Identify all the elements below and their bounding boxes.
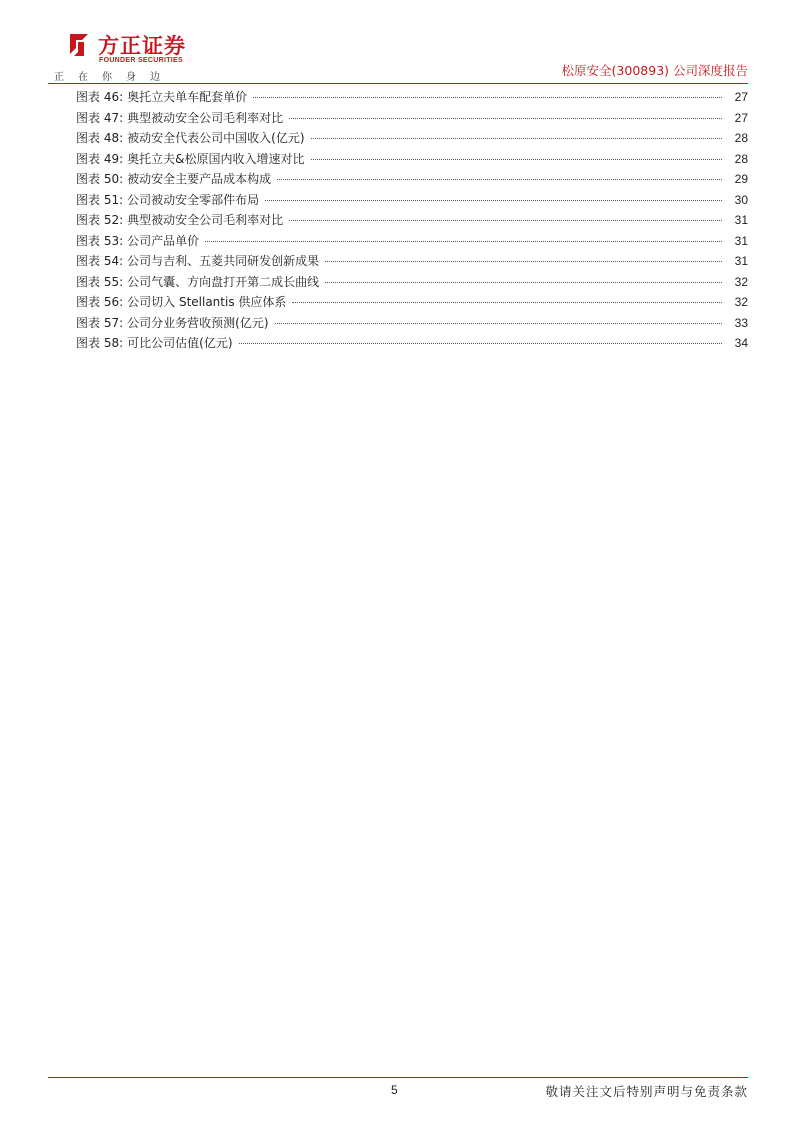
toc-entry-page: 28: [734, 131, 748, 145]
toc-entry-title: 可比公司估值(亿元): [127, 336, 233, 350]
toc-entry-page: 27: [734, 110, 748, 125]
toc-dot-leader: [292, 302, 722, 303]
toc-entry[interactable]: [76, 293, 748, 314]
toc-entry-title: 公司与吉利、五菱共同研发创新成果: [127, 254, 320, 268]
toc-entry-label: 图表 49:: [76, 151, 124, 166]
header-divider: [48, 83, 748, 84]
logo-english-name: FOUNDER SECURITIES: [99, 57, 183, 64]
toc-entry-page: 34: [734, 336, 748, 350]
report-title: 松原安全(300893) 公司深度报告: [561, 63, 748, 78]
toc-entry[interactable]: [76, 334, 748, 355]
toc-entry[interactable]: [76, 150, 748, 171]
toc-entry[interactable]: [76, 109, 748, 130]
toc-entry-page: 31: [734, 233, 748, 248]
toc-entry-title: 典型被动安全公司毛利率对比: [127, 110, 284, 125]
toc-entry-label: 图表 52:: [76, 213, 124, 227]
disclaimer-text: 敬请关注文后特别声明与免责条款: [545, 1084, 748, 1099]
toc-entry-page: 31: [734, 213, 748, 227]
toc-dot-leader: [289, 118, 722, 119]
toc-dot-leader: [311, 159, 723, 160]
toc-entry-title: 公司分业务营收预测(亿元): [127, 315, 269, 330]
toc-entry-title: 公司切入 Stellantis 供应体系: [127, 295, 287, 309]
toc-entry-title: 奥托立夫&松原国内收入增速对比: [127, 151, 305, 166]
toc-dot-leader: [239, 343, 722, 344]
toc-entry[interactable]: [76, 191, 748, 212]
toc-entry-label: 图表 47:: [76, 110, 124, 125]
toc-entry-title: 典型被动安全公司毛利率对比: [127, 213, 284, 227]
toc-entry-label: 图表 48:: [76, 131, 124, 145]
toc-entry-label: 图表 58:: [76, 336, 124, 350]
figure-table-of-contents: [76, 88, 748, 355]
toc-entry-page: 32: [734, 295, 748, 309]
toc-entry-title: 被动安全主要产品成本构成: [127, 172, 272, 186]
toc-entry[interactable]: [76, 211, 748, 232]
toc-entry[interactable]: [76, 252, 748, 273]
toc-entry[interactable]: [76, 88, 748, 109]
toc-entry-label: 图表 55:: [76, 274, 124, 289]
toc-entry-title: 奥托立夫单车配套单价: [127, 90, 248, 104]
toc-entry-page: 27: [734, 90, 748, 104]
toc-entry-label: 图表 51:: [76, 192, 124, 207]
toc-entry[interactable]: [76, 232, 748, 253]
toc-entry[interactable]: [76, 129, 748, 150]
toc-entry-page: 31: [734, 254, 748, 268]
toc-entry-label: 图表 50:: [76, 172, 124, 186]
toc-entry-title: 被动安全代表公司中国收入(亿元): [127, 131, 305, 145]
toc-entry-page: 28: [734, 151, 748, 166]
toc-entry-label: 图表 54:: [76, 254, 124, 268]
toc-entry-label: 图表 56:: [76, 295, 124, 309]
toc-dot-leader: [275, 323, 722, 324]
toc-entry-page: 33: [734, 315, 748, 330]
toc-entry[interactable]: [76, 314, 748, 335]
toc-dot-leader: [289, 220, 722, 221]
page-header: [48, 28, 748, 84]
toc-entry-title: 公司产品单价: [127, 233, 200, 248]
toc-entry-label: 图表 46:: [76, 90, 124, 104]
footer-divider: [48, 1077, 748, 1078]
toc-entry[interactable]: [76, 273, 748, 294]
toc-dot-leader: [277, 179, 722, 180]
toc-entry-label: 图表 57:: [76, 315, 124, 330]
page-number: 5: [391, 1083, 398, 1097]
toc-dot-leader: [325, 282, 722, 283]
toc-entry-title: 公司气囊、方向盘打开第二成长曲线: [127, 274, 320, 289]
toc-entry-page: 32: [734, 274, 748, 289]
toc-entry-title: 公司被动安全零部件布局: [127, 192, 260, 207]
toc-dot-leader: [311, 138, 722, 139]
toc-entry-page: 30: [734, 192, 748, 207]
toc-entry-page: 29: [734, 172, 748, 186]
slogan: 正在你身边: [54, 72, 174, 83]
toc-dot-leader: [205, 241, 722, 242]
toc-entry[interactable]: [76, 170, 748, 191]
toc-dot-leader: [253, 97, 722, 98]
toc-dot-leader: [325, 261, 722, 262]
logo-chinese-name: 方正证券: [98, 34, 186, 58]
founder-logo-icon: [66, 32, 92, 58]
toc-dot-leader: [265, 200, 722, 201]
toc-entry-label: 图表 53:: [76, 233, 124, 248]
